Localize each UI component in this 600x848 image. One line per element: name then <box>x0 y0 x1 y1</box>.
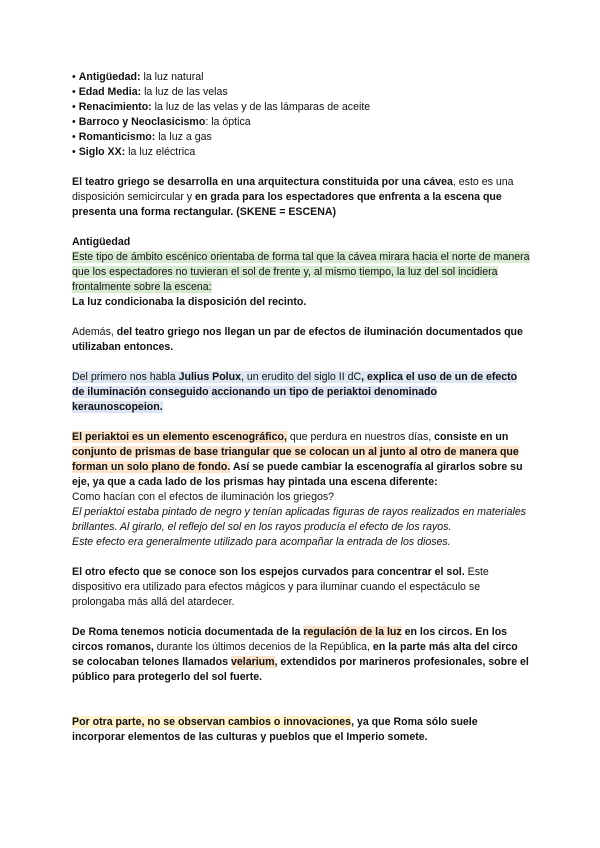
paragraph-espejos: El otro efecto que se conoce son los espejos curvados para concentrar el sol. Este dispositivo era utilizado para efectos mágicos y para iluminar cuando el espectáculo se prolongaba más allá del atardecer. <box>72 566 489 608</box>
lighting-periods-list <box>72 70 530 160</box>
paragraph-innovaciones: Por otra parte, no se observan cambios o innovaciones, ya que Roma sólo suele incorporar elementos de las culturas y pueblos que el Imperio somete. <box>72 716 478 743</box>
paragraph-periaktoi-negro: El periaktoi estaba pintado de negro y tenían aplicadas figuras de rayos realizados en materiales brillantes. Al girarlo, el reflejo del sol en los rayos producía el efecto de los rayos. <box>72 506 527 533</box>
heading-antiguedad: Antigüedad <box>72 236 131 248</box>
paragraph-roma: De Roma tenemos noticia documentada de la regulación de la luz en los circos. En los circos romanos, durante los últimos decenios de la República, en la parte más alta del circo se colocaban telones llamados velarium, extendidos por marineros profesionales, sobre el público para protegerlo del sol fuerte. <box>72 626 529 683</box>
list-item: • Romanticismo: la luz a gas <box>72 130 530 145</box>
list-item: • Barroco y Neoclasicismo: la óptica <box>72 115 530 130</box>
paragraph-efectos: Además, del teatro griego nos llegan un par de efectos de iluminación documentados que utilizaban entonces. <box>72 326 523 353</box>
paragraph-condicion-luz: La luz condicionaba la disposición del recinto. <box>72 296 307 308</box>
list-item: • Siglo XX: la luz eléctrica <box>72 145 530 160</box>
paragraph-julius-polux: Del primero nos habla Julius Polux, un erudito del siglo II dC, explica el uso de un de efecto de iluminación conseguido accionando un tipo de periaktoi denominado keraunoscopeion. <box>72 371 518 413</box>
paragraph-pregunta: Como hacían con el efectos de iluminación los griegos? <box>72 491 335 503</box>
paragraph-teatro-griego: El teatro griego se desarrolla en una arquitectura constituida por una cávea, esto es una disposición semicircular y en grada para los espectadores que enfrenta a la escena que presenta una forma rectangular. (SKENE = ESCENA) <box>72 176 514 218</box>
paragraph-periaktoi: El periaktoi es un elemento escenográfico, que perdura en nuestros días, consiste en un conjunto de prismas de base triangular que se colocan un al junto al otro de manera que forman un solo plano de fondo. Así se puede cambiar la escenografía al girarlos sobre su eje, ya que a cada lado de los prismas hay pintada una escena diferente: <box>72 431 523 488</box>
paragraph-entrada-dioses: Este efecto era generalmente utilizado para acompañar la entrada de los dioses. <box>72 536 451 548</box>
list-item: • Antigüedad: la luz natural <box>72 70 530 85</box>
document-body <box>72 70 530 745</box>
list-item: • Edad Media: la luz de las velas <box>72 85 530 100</box>
paragraph-orientacion: Este tipo de ámbito escénico orientaba de forma tal que la cávea mirara hacia el norte de manera que los espectadores no tuvieran el sol de frente y, al mismo tiempo, la luz del sol incidiera frontalmente sobre la escena: <box>72 251 530 293</box>
list-item: • Renacimiento: la luz de las velas y de las lámparas de aceite <box>72 100 530 115</box>
